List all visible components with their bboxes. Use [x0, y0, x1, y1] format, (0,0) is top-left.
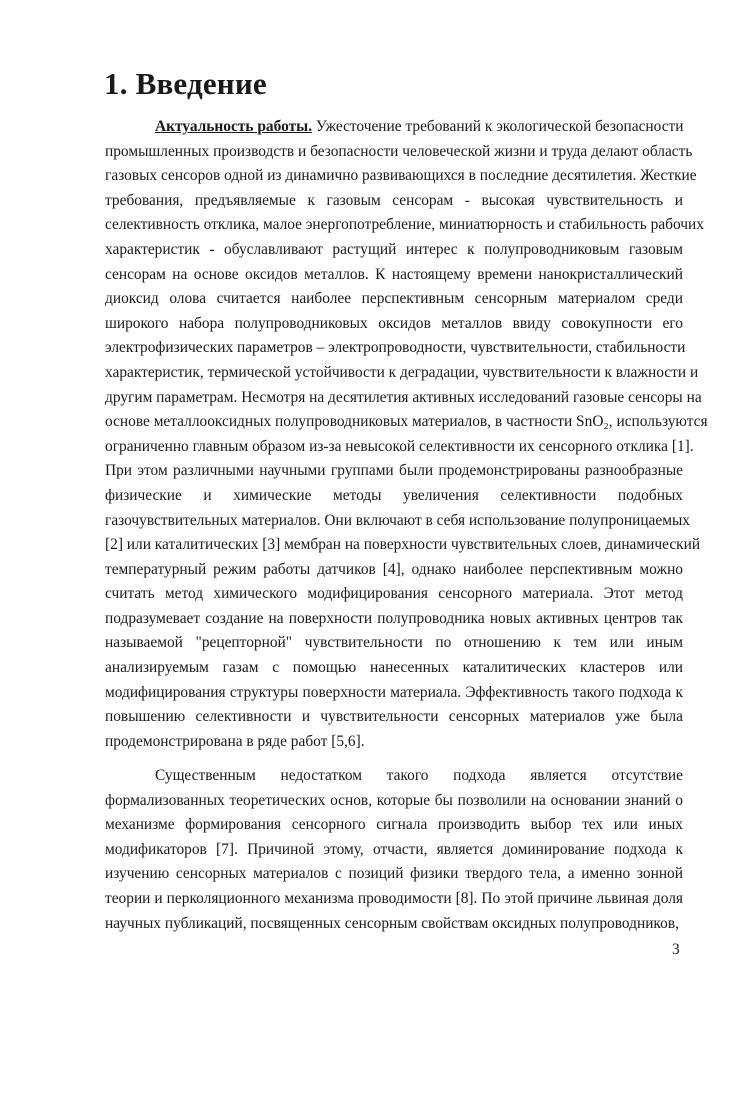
line-text: модификаторов [7]. Причиной этому, отчасти, является доминирование подхода к — [105, 840, 683, 858]
text-line — [105, 287, 683, 312]
line-text: характеристик - обуславливают растущий интерес к полупроводниковым газовым — [105, 240, 683, 258]
line-text: основе металлооксидных полупроводниковых материалов, в частности SnO₂, используются — [105, 413, 708, 431]
text-line — [105, 312, 683, 337]
lead-phrase: Актуальность работы. — [155, 118, 313, 135]
line-text: газочувствительных материалов. Они включают в себя использование полупроницаемых — [105, 511, 690, 529]
text-line — [105, 681, 683, 706]
text-line — [105, 361, 699, 386]
text-line — [105, 213, 704, 238]
text-line — [105, 607, 683, 632]
text-line — [105, 582, 683, 607]
text-line — [105, 730, 683, 755]
line-text: продемонстрирована в ряде работ [5,6]. — [105, 732, 365, 750]
line-text: газовых сенсоров одной из динамично развивающихся в последние десятилетия. Жесткие — [105, 167, 697, 185]
text-line — [105, 459, 683, 484]
line-text: При этом различными научными группами были продемонстрированы разнообразные — [105, 462, 683, 480]
text-line — [105, 410, 708, 435]
line-text: анализируемым газам с помощью нанесенных каталитических кластеров или — [105, 659, 683, 677]
text-line — [105, 263, 683, 288]
line-text: селективность отклика, малое энергопотребление, миниатюрность и стабильность рабочих — [105, 216, 704, 234]
line-text: [2] или каталитических [3] мембран на поверхности чувствительных слоев, динамический — [105, 536, 701, 554]
text-line — [105, 813, 683, 838]
line-text: широкого набора полупроводниковых оксидов металлов ввиду совокупности его — [105, 314, 683, 332]
line-text: называемой "рецепторной" чувствительности по отношению к тем или иным — [105, 634, 683, 652]
line-text: считать метод химического модифицирования сенсорного материала. Этот метод — [105, 585, 683, 603]
text-line — [105, 705, 683, 730]
line-text: научных публикаций, посвященных сенсорным свойствам оксидных полупроводников, — [105, 914, 679, 932]
paragraph-relevance — [105, 115, 708, 754]
text-line — [105, 558, 683, 583]
text-line — [105, 764, 683, 789]
text-line — [105, 533, 701, 558]
line-text: промышленных производств и безопасности человеческой жизни и труда делают область — [105, 142, 693, 160]
line-text: сенсорам на основе оксидов металлов. К настоящему времени нанокристаллический — [105, 265, 683, 283]
paragraph-drawback — [105, 764, 683, 936]
line-text: требования, предъявляемые к газовым сенсорам - высокая чувствительность и — [105, 191, 683, 209]
line-text: диоксид олова считается наиболее перспективным сенсорным материалом среди — [105, 290, 683, 308]
line-text: изучению сенсорных материалов с позиций физики твердого тела, а именно зонной — [105, 865, 683, 883]
line-text: подразумевает создание на поверхности полупроводника новых активных центров так — [105, 609, 683, 627]
line-text: другим параметрам. Несмотря на десятилетия активных исследований газовые сенсоры на — [105, 388, 702, 406]
text-line — [105, 140, 693, 165]
text-line — [105, 631, 683, 656]
text-line — [105, 484, 683, 509]
line-text: Ужесточение требований к экологической безопасности — [312, 118, 684, 135]
text-line — [105, 838, 683, 863]
line-text: электрофизических параметров – электропроводности, чувствительности, стабильности — [105, 339, 686, 357]
text-line — [105, 509, 690, 534]
text-line — [105, 912, 683, 937]
page-number: 3 — [672, 941, 680, 958]
line-text: повышению селективности и чувствительности сенсорных материалов уже была — [105, 708, 683, 726]
section-heading: 1. Введение — [104, 66, 267, 101]
text-line — [105, 336, 686, 361]
line-text: модифицирования структуры поверхности материала. Эффективность такого подхода к — [105, 683, 683, 701]
line-text: Существенным недостатком такого подхода является отсутствие — [155, 767, 683, 784]
line-text: температурный режим работы датчиков [4], однако наиболее перспективным можно — [105, 560, 683, 578]
line-text: теории и перколяционного механизма проводимости [8]. По этой причине львиная доля — [105, 889, 683, 907]
line-text: характеристик, термической устойчивости к деградации, чувствительности к влажности и — [105, 363, 699, 381]
text-line — [105, 862, 683, 887]
text-line — [105, 789, 683, 814]
text-line — [105, 115, 683, 140]
text-line — [105, 238, 683, 263]
text-line — [105, 386, 702, 411]
text-line — [105, 435, 694, 460]
line-text: ограниченно главным образом из-за невысокой селективности их сенсорного отклика [1]. — [105, 437, 694, 455]
text-line — [105, 656, 683, 681]
line-text: физические и химические методы увеличения селективности подобных — [105, 486, 683, 504]
text-line — [105, 189, 683, 214]
text-line — [105, 164, 697, 189]
line-text: формализованных теоретических основ, которые бы позволили на основании знаний о — [105, 791, 683, 809]
text-line — [105, 887, 683, 912]
line-text: механизме формирования сенсорного сигнала производить выбор тех или иных — [105, 816, 683, 834]
